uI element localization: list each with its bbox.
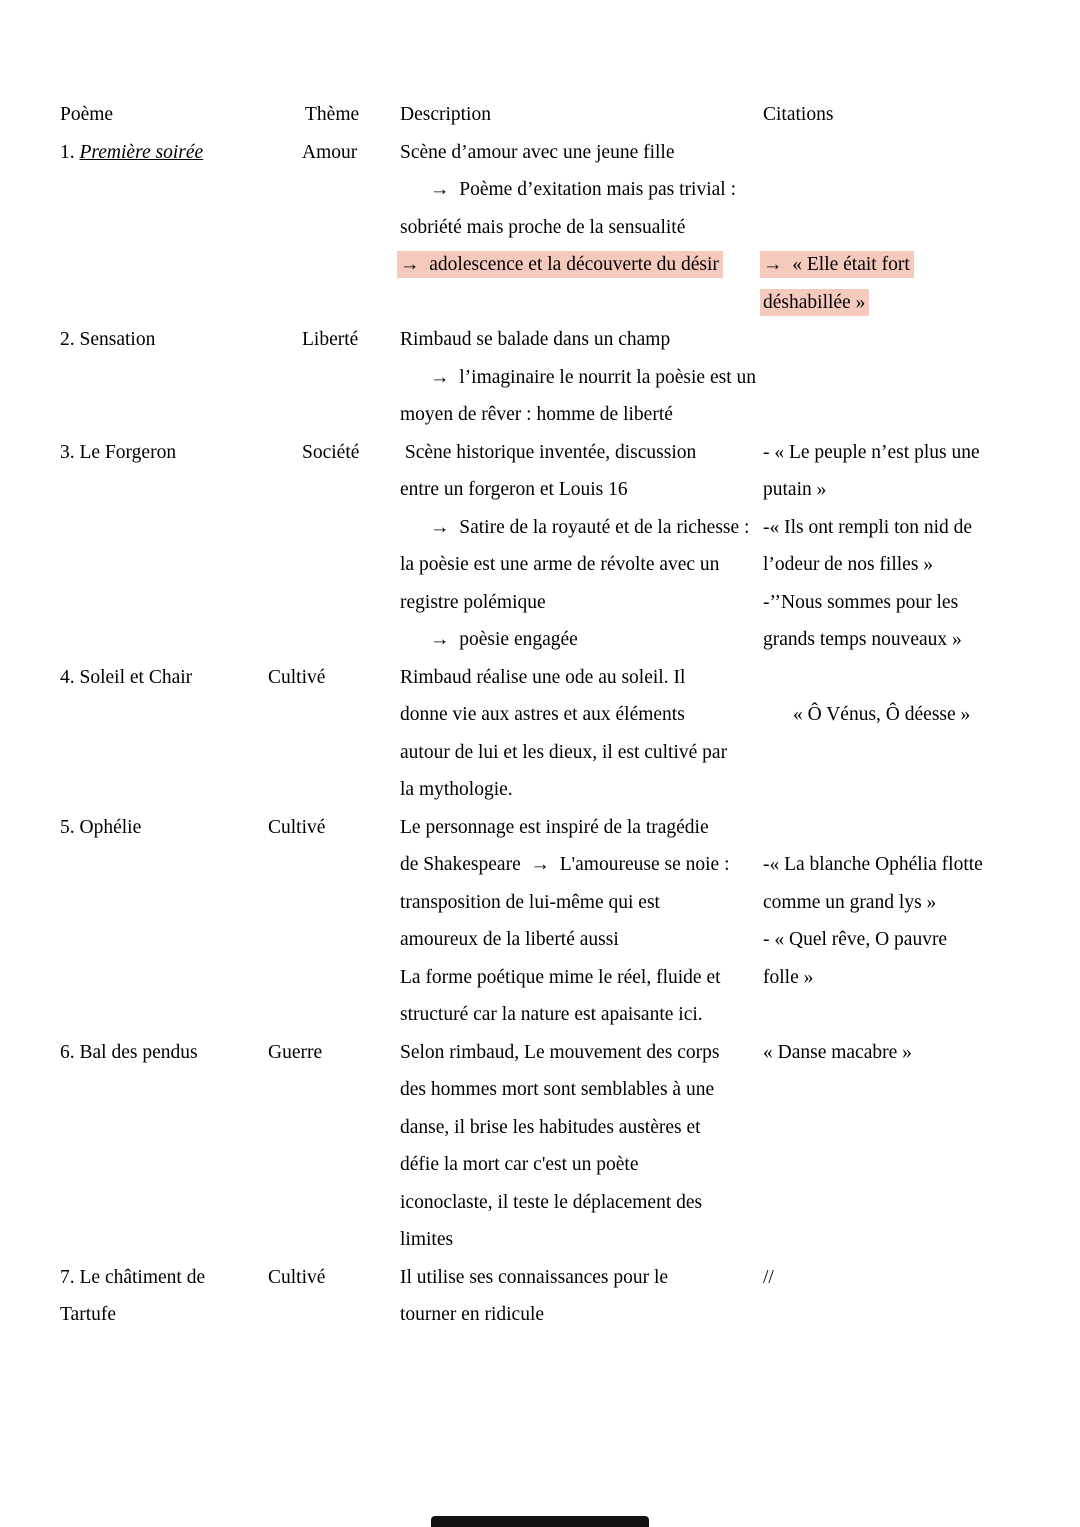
citation-line-text: -« La blanche Ophélia flotte (763, 854, 983, 875)
poeme-cell (60, 809, 268, 847)
citation-line (763, 434, 1052, 472)
theme-label: Liberté (302, 329, 359, 350)
description-line-text: donne vie aux astres et aux éléments (400, 704, 685, 725)
description-line (400, 696, 763, 734)
description-line (400, 546, 763, 584)
description-line-text: Scène d’amour avec une jeune fille (400, 141, 675, 163)
poeme-title-text: 2. Sensation (60, 329, 156, 350)
poeme-title-text: 5. Ophélie (60, 816, 142, 838)
description-cell (400, 659, 763, 809)
description-line-text: moyen de rêver : homme de liberté (400, 404, 673, 425)
description-line (400, 171, 763, 209)
theme-cell (268, 134, 400, 172)
description-line (400, 1071, 763, 1109)
description-line-text: Rimbaud se balade dans un champ (400, 329, 671, 350)
citations-cell (763, 434, 1052, 659)
description-line (400, 471, 763, 509)
description-cell (400, 321, 763, 434)
theme-label: Cultivé (268, 816, 326, 838)
description-line-text: → adolescence et la découverte du désir (397, 251, 723, 278)
header-cell-description (400, 96, 763, 134)
poeme-title-text: Première soirée (79, 141, 204, 163)
citations-cell (763, 809, 1052, 997)
citations-cell (763, 1034, 1052, 1072)
description-line (400, 584, 763, 622)
poeme-title (60, 434, 268, 472)
description-line (400, 621, 763, 659)
poeme-title (60, 1296, 268, 1334)
citation-line (763, 659, 1052, 697)
description-line-text: iconoclaste, il teste le déplacement des (400, 1191, 703, 1213)
bottom-bar (431, 1516, 649, 1527)
header-cell-theme (268, 96, 400, 134)
poeme-title (60, 321, 268, 359)
citation-line-text: - « Le peuple n’est plus une (763, 441, 980, 463)
citation-line-text: comme un grand lys » (763, 891, 937, 913)
citation-line-text: -« Ils ont rempli ton nid de (763, 516, 973, 538)
description-line (400, 659, 763, 697)
description-line (400, 209, 763, 247)
table-header (60, 96, 1052, 134)
citation-line (763, 696, 1052, 734)
theme-label: Amour (302, 141, 358, 163)
citation-line (763, 134, 1052, 172)
theme-cell (268, 1034, 400, 1072)
header-theme: Thème (305, 104, 360, 125)
header-cell-poeme (60, 96, 268, 134)
description-cell (400, 434, 763, 659)
description-line (400, 434, 763, 472)
citation-line (763, 246, 1052, 284)
poeme-cell (60, 321, 268, 359)
description-line-text: registre polémique (400, 591, 546, 613)
table-row (60, 1259, 1052, 1334)
description-line-text: la mythologie. (400, 779, 513, 800)
theme-label: Société (302, 441, 360, 463)
citation-line-text: « Ô Vénus, Ô déesse » (793, 704, 971, 725)
description-line-text: → Satire de la royauté et de la richesse : (430, 516, 750, 538)
description-line (400, 1184, 763, 1222)
description-line-text: → Poème d’exitation mais pas trivial : (430, 179, 736, 200)
poeme-title (60, 134, 268, 172)
theme-cell (268, 321, 400, 359)
citation-line-text: grands temps nouveaux » (763, 629, 962, 650)
theme-label: Cultivé (268, 666, 326, 688)
description-line (400, 134, 763, 172)
header-cell-citations (763, 96, 1052, 134)
description-line-text: → poèsie engagée (430, 629, 578, 650)
description-line-text: transposition de lui-même qui est (400, 891, 660, 913)
poeme-cell (60, 659, 268, 697)
description-line-text: amoureux de la liberté aussi (400, 929, 619, 950)
citation-line-text: → « Elle était fort (760, 251, 914, 278)
citation-line-text: déshabillée » (760, 289, 869, 316)
poeme-title (60, 1259, 268, 1297)
description-line-text: entre un forgeron et Louis 16 (400, 479, 628, 500)
citation-line (763, 284, 1052, 322)
citation-line-text: l’odeur de nos filles » (763, 554, 934, 575)
citation-line (763, 809, 1052, 847)
citation-line-text: - « Quel rêve, O pauvre (763, 929, 948, 950)
table-row (60, 659, 1052, 809)
description-line (400, 809, 763, 847)
description-line (400, 359, 763, 397)
header-description: Description (400, 104, 491, 125)
citation-line (763, 846, 1052, 884)
description-cell (400, 1259, 763, 1334)
poeme-title-text: 1. (60, 141, 80, 163)
poeme-title (60, 659, 268, 697)
table-row (60, 321, 1052, 434)
poeme-title (60, 809, 268, 847)
description-line (400, 771, 763, 809)
citation-line (763, 471, 1052, 509)
citation-line (763, 171, 1052, 209)
theme-cell (268, 809, 400, 847)
citation-line (763, 884, 1052, 922)
description-line-text: Scène historique inventée, discussion (400, 441, 697, 463)
description-line-text: tourner en ridicule (400, 1304, 545, 1325)
citation-line-text: // (763, 1266, 774, 1288)
citation-line-text: « Danse macabre » (763, 1041, 912, 1063)
citation-line (763, 546, 1052, 584)
poeme-cell (60, 134, 268, 172)
citation-line (763, 921, 1052, 959)
description-line (400, 846, 763, 884)
description-line-text: La forme poétique mime le réel, fluide et (400, 966, 721, 988)
description-line (400, 996, 763, 1034)
citation-line (763, 1034, 1052, 1072)
citation-line (763, 584, 1052, 622)
description-line-text: Rimbaud réalise une ode au soleil. Il (400, 666, 686, 688)
poeme-title-text: 7. Le châtiment de (60, 1266, 206, 1288)
description-line-text: limites (400, 1229, 454, 1250)
poems-table (60, 96, 1052, 1334)
description-line-text: danse, il brise les habitudes austères et (400, 1116, 701, 1138)
citations-cell (763, 659, 1052, 734)
description-line-text: autour de lui et les dieux, il est cultivé par (400, 741, 728, 763)
description-line (400, 1034, 763, 1072)
description-line-text: des hommes mort sont semblables à une (400, 1079, 715, 1100)
description-cell (400, 1034, 763, 1259)
description-line (400, 1146, 763, 1184)
description-line (400, 1259, 763, 1297)
citations-cell (763, 134, 1052, 322)
description-line (400, 1221, 763, 1259)
citation-line-text: putain » (763, 479, 827, 500)
description-cell (400, 809, 763, 1034)
poeme-cell (60, 1034, 268, 1072)
poeme-title-text: 3. Le Forgeron (60, 441, 177, 463)
poeme-title (60, 1034, 268, 1072)
poeme-cell (60, 434, 268, 472)
description-line (400, 321, 763, 359)
description-line-text: la poèsie est une arme de révolte avec un (400, 554, 720, 575)
description-line (400, 396, 763, 434)
citation-line (763, 209, 1052, 247)
description-line-text: défie la mort car c'est un poète (400, 1154, 639, 1175)
description-line (400, 1296, 763, 1334)
citation-line-text: folle » (763, 966, 814, 988)
description-line-text: structuré car la nature est apaisante ici. (400, 1004, 703, 1025)
description-line-text: Le personnage est inspiré de la tragédie (400, 816, 709, 838)
description-cell (400, 134, 763, 284)
citation-line (763, 509, 1052, 547)
poeme-cell (60, 1259, 268, 1334)
description-line-text: sobriété mais proche de la sensualité (400, 216, 686, 238)
theme-cell (268, 1259, 400, 1297)
description-line (400, 959, 763, 997)
table-row (60, 434, 1052, 659)
citations-cell (763, 1259, 1052, 1297)
table-body (60, 134, 1052, 1334)
poeme-title-text: 6. Bal des pendus (60, 1041, 198, 1063)
description-line-text: Il utilise ses connaissances pour le (400, 1266, 669, 1288)
description-line-text: de Shakespeare → L'amoureuse se noie : (400, 854, 730, 875)
description-line (400, 246, 763, 284)
theme-cell (268, 659, 400, 697)
table-row (60, 1034, 1052, 1259)
table-row (60, 134, 1052, 322)
description-line-text: Selon rimbaud, Le mouvement des corps (400, 1041, 720, 1063)
poeme-title-text: 4. Soleil et Chair (60, 666, 193, 688)
description-line (400, 884, 763, 922)
theme-cell (268, 434, 400, 472)
citation-line-text: -’’Nous sommes pour les (763, 591, 959, 613)
header-poeme: Poème (60, 104, 114, 125)
theme-label: Cultivé (268, 1266, 326, 1288)
description-line (400, 1109, 763, 1147)
citation-line (763, 1259, 1052, 1297)
header-citations: Citations (763, 104, 834, 125)
poeme-title-text: Tartufe (60, 1304, 117, 1325)
theme-label: Guerre (268, 1041, 323, 1063)
citation-line (763, 959, 1052, 997)
description-line (400, 509, 763, 547)
description-line (400, 921, 763, 959)
description-line (400, 734, 763, 772)
citation-line (763, 621, 1052, 659)
table-row (60, 809, 1052, 1034)
description-line-text: → l’imaginaire le nourrit la poèsie est un (430, 366, 756, 388)
